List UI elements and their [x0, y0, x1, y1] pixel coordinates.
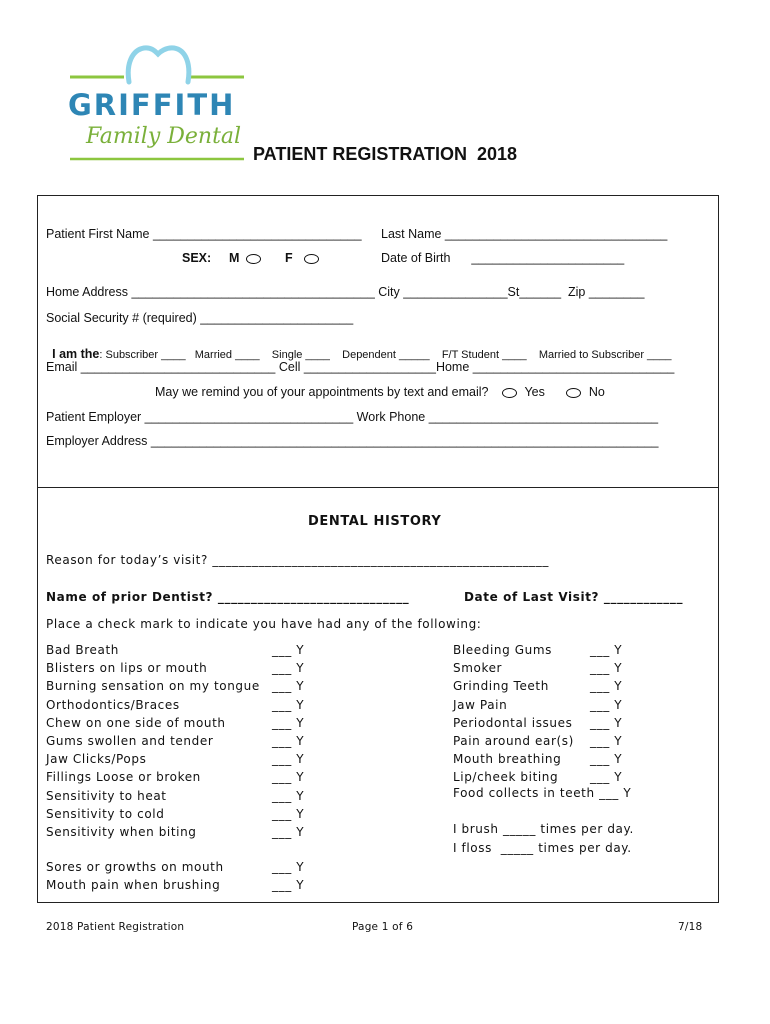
- condition-label: Mouth breathing: [453, 752, 562, 767]
- footer-page-number: Page 1 of 6: [352, 921, 414, 933]
- food-collects-field[interactable]: Food collects in teeth ___ Y: [453, 786, 632, 800]
- condition-label: Bad Breath: [46, 643, 119, 657]
- reason-field[interactable]: Reason for today’s visit? ___________________________________________________: [46, 553, 549, 567]
- employer-field[interactable]: Patient Employer ______________________________ Work Phone _________________________________: [46, 410, 659, 424]
- sex-m-option[interactable]: [229, 251, 261, 265]
- dental-history-heading: DENTAL HISTORY: [308, 514, 442, 529]
- condition-label: Sensitivity to cold: [46, 806, 165, 821]
- condition-checkbox[interactable]: ___ Y: [272, 788, 305, 803]
- condition-label: Sores or growths on mouth: [46, 860, 224, 874]
- condition-label: Orthodontics/Braces: [46, 697, 180, 712]
- footer-left: 2018 Patient Registration: [46, 921, 185, 933]
- sex-f-radio[interactable]: [304, 254, 319, 264]
- condition-label: Pain around ear(s): [453, 733, 574, 748]
- page-title: PATIENT REGISTRATION 2018: [253, 144, 518, 164]
- condition-label: Gums swollen and tender: [46, 733, 214, 748]
- remind-no-radio[interactable]: [566, 388, 581, 398]
- home-address-field[interactable]: Home Address ___________________________________ City _______________St______ Zip ________: [46, 285, 645, 299]
- floss-frequency-field[interactable]: I floss _____ times per day.: [453, 841, 632, 855]
- condition-checkbox[interactable]: ___ Y: [590, 661, 623, 676]
- left-checkmark-list: [272, 641, 304, 841]
- condition-label: Jaw Pain: [453, 697, 508, 712]
- condition-label: Lip/cheek biting: [453, 770, 559, 785]
- condition-checkbox[interactable]: ___ Y: [272, 824, 305, 839]
- condition-checkbox[interactable]: ___ Y: [590, 697, 623, 712]
- checklist-instruction: Place a check mark to indicate you have had any of the following:: [46, 617, 482, 631]
- remind-yes-radio[interactable]: [502, 388, 517, 398]
- brush-frequency-field[interactable]: I brush _____ times per day.: [453, 822, 634, 836]
- sex-label: SEX:: [182, 251, 212, 265]
- logo-tagline: Family Dental: [86, 124, 242, 149]
- sex-f-option[interactable]: [285, 251, 319, 265]
- condition-checkbox[interactable]: ___ Y: [272, 806, 305, 821]
- left-condition-list-2: [46, 858, 224, 894]
- condition-checkbox[interactable]: ___ Y: [272, 661, 305, 676]
- prior-dentist-field[interactable]: Name of prior Dentist? _____________________________: [46, 590, 410, 604]
- condition-checkbox[interactable]: ___ Y: [272, 679, 305, 694]
- condition-label: Jaw Clicks/Pops: [46, 752, 147, 767]
- last-name-field[interactable]: Last Name ________________________________: [381, 227, 668, 241]
- ssn-field[interactable]: Social Security # (required) ______________________: [46, 311, 354, 325]
- condition-label: Periodontal issues: [453, 715, 573, 730]
- condition-label: Bleeding Gums: [453, 643, 552, 657]
- remind-yes-label: Yes: [524, 385, 545, 399]
- i-am-the-options[interactable]: : Subscriber ____ Married ____ Single ____ Dependent _____ F/T Student ____ Married to Subscriber ____: [99, 349, 672, 361]
- left-condition-list: [46, 641, 260, 841]
- dob-field[interactable]: Date of Birth ______________________: [381, 251, 625, 265]
- first-name-field[interactable]: Patient First Name ______________________________: [46, 227, 362, 241]
- i-am-the-row: [46, 335, 672, 361]
- right-condition-list: [453, 641, 574, 787]
- condition-checkbox[interactable]: ___ Y: [272, 715, 305, 730]
- reminder-question: May we remind you of your appointments by text and email?: [155, 385, 489, 399]
- condition-checkbox[interactable]: ___ Y: [272, 878, 305, 893]
- condition-label: Fillings Loose or broken: [46, 770, 201, 785]
- logo-name: GRIFFITH: [68, 88, 236, 122]
- contact-row[interactable]: Email ____________________________ Cell ___________________Home _____________________________: [46, 360, 675, 374]
- condition-checkbox[interactable]: ___ Y: [272, 752, 305, 767]
- condition-checkbox[interactable]: ___ Y: [590, 679, 623, 694]
- condition-checkbox[interactable]: ___ Y: [272, 860, 305, 874]
- condition-label: Burning sensation on my tongue: [46, 679, 260, 694]
- condition-checkbox[interactable]: ___ Y: [590, 643, 623, 657]
- condition-checkbox[interactable]: ___ Y: [272, 643, 305, 657]
- condition-label: Sensitivity to heat: [46, 788, 167, 803]
- right-checkmark-list: [590, 641, 622, 787]
- condition-checkbox[interactable]: ___ Y: [590, 733, 623, 748]
- condition-label: Chew on one side of mouth: [46, 715, 226, 730]
- condition-label: Grinding Teeth: [453, 679, 549, 694]
- condition-label: Smoker: [453, 661, 503, 676]
- footer-date: 7/18: [678, 921, 703, 933]
- condition-checkbox[interactable]: ___ Y: [590, 752, 623, 767]
- sex-f-label: F: [285, 251, 293, 265]
- condition-checkbox[interactable]: ___ Y: [272, 697, 305, 712]
- sex-m-label: M: [229, 251, 240, 265]
- condition-checkbox[interactable]: ___ Y: [590, 715, 623, 730]
- condition-checkbox[interactable]: ___ Y: [272, 733, 305, 748]
- logo: [66, 44, 250, 164]
- condition-label: Sensitivity when biting: [46, 824, 197, 839]
- left-checkmark-list-2: [272, 858, 304, 894]
- condition-label: Mouth pain when brushing: [46, 878, 221, 893]
- condition-label: Blisters on lips or mouth: [46, 661, 208, 676]
- last-visit-field[interactable]: Date of Last Visit? ____________: [464, 590, 684, 604]
- sex-m-radio[interactable]: [246, 254, 261, 264]
- employer-address-field[interactable]: Employer Address _________________________________________________________________________: [46, 434, 659, 448]
- i-am-the-label: I am the: [52, 347, 100, 361]
- remind-no-label: No: [588, 385, 605, 399]
- condition-checkbox[interactable]: ___ Y: [590, 770, 623, 785]
- condition-checkbox[interactable]: ___ Y: [272, 770, 305, 785]
- reminder-row: [155, 385, 605, 399]
